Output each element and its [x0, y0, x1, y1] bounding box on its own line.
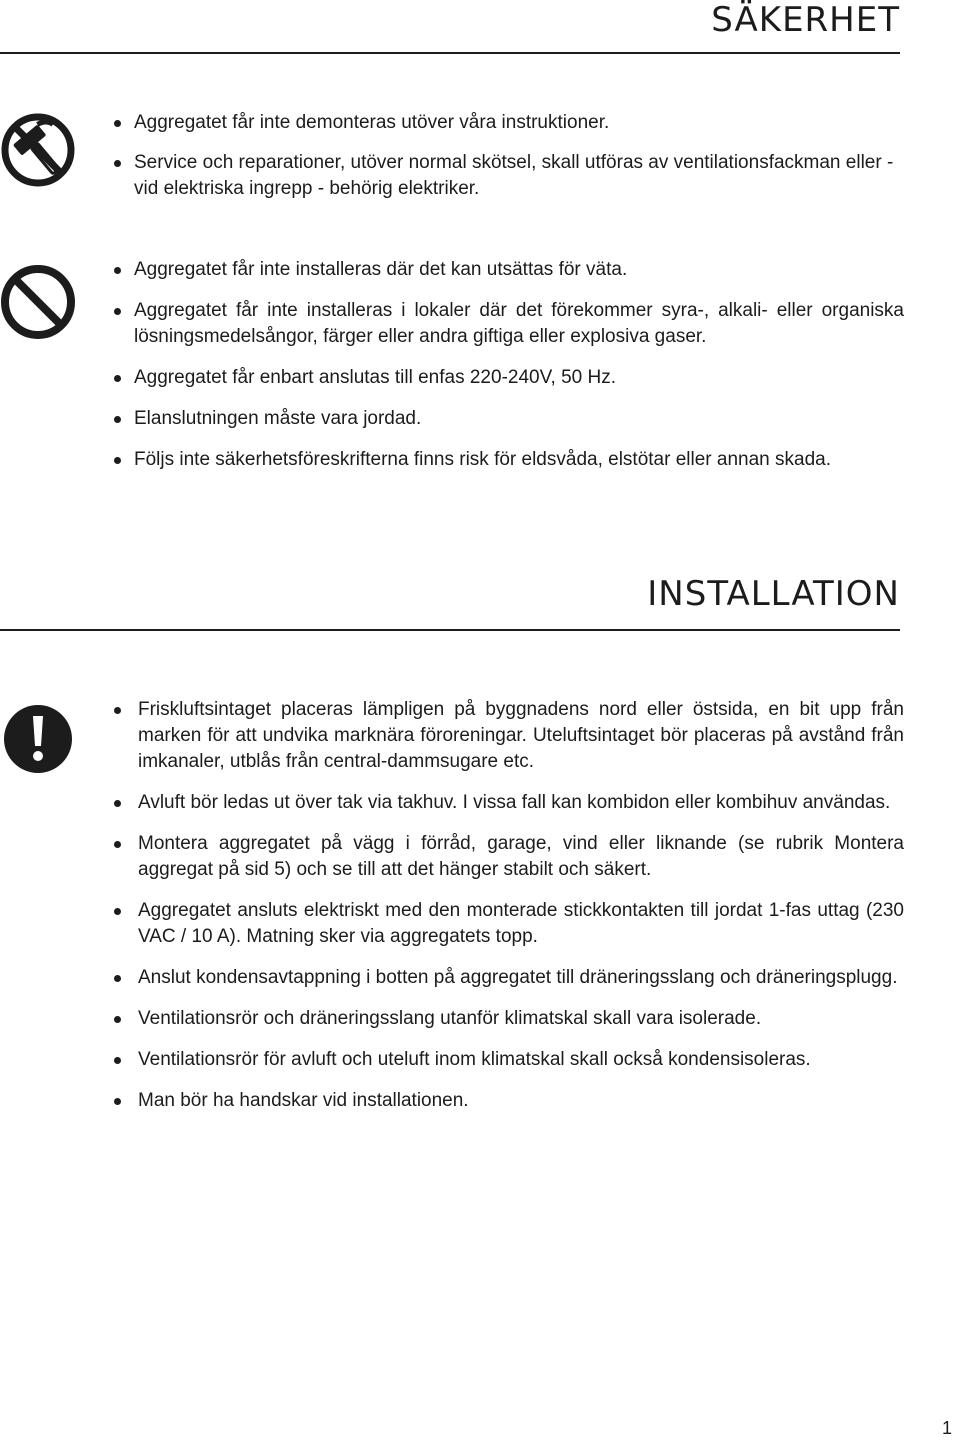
safety-list-installation-restrictions: [114, 257, 904, 488]
list-item: Avluft bör ledas ut över tak via takhuv. I vissa fall kan kombidon eller kombihuv användas.: [114, 790, 904, 816]
list-item: Aggregatet får enbart anslutas till enfas 220-240V, 50 Hz.: [114, 365, 904, 391]
list-item: Följs inte säkerhetsföreskrifterna finns risk för eldsvåda, elstötar eller annan skada.: [114, 447, 904, 473]
warning-exclamation-icon: [0, 704, 78, 774]
list-item: Friskluftsintaget placeras lämpligen på byggnadens nord eller östsida, en bit upp från marken för att undvika marknära föroreningar. Uteluftsintaget bör placeras på avstånd från imkanaler, utblås från central-dammsugare etc.: [114, 697, 904, 775]
section-divider: [0, 629, 900, 631]
safety-list-disassembly: [114, 110, 904, 202]
list-item: Anslut kondensavtappning i botten på aggregatet till dräneringsslang och dräneringsplugg.: [114, 965, 904, 991]
list-item: Ventilationsrör och dräneringsslang utanför klimatskal skall vara isolerade.: [114, 1006, 904, 1032]
list-item: Aggregatet får inte demonteras utöver våra instruktioner.: [114, 110, 904, 136]
page-number: 1: [941, 1418, 952, 1438]
list-item: Man bör ha handskar vid installationen.: [114, 1088, 904, 1114]
no-disassembly-icon: [0, 110, 78, 190]
section-title-sakerhet: SÄKERHET: [711, 0, 900, 40]
list-item: Aggregatet ansluts elektriskt med den monterade stickkontakten till jordat 1-fas uttag (230 VAC / 10 A). Matning sker via aggregatets topp.: [114, 898, 904, 950]
list-item: Ventilationsrör för avluft och uteluft inom klimatskal skall också kondensisoleras.: [114, 1047, 904, 1073]
installation-list: [114, 697, 904, 1129]
list-item: Aggregatet får inte installeras i lokaler där det förekommer syra-, alkali- eller organiska lösningsmedelsångor, färger eller andra giftiga eller explosiva gaser.: [114, 298, 904, 350]
section-title-installation: INSTALLATION: [647, 574, 900, 614]
list-item: Service och reparationer, utöver normal skötsel, skall utföras av ventilationsfackman eller - vid elektriska ingrepp - behörig elektriker.: [114, 150, 904, 202]
list-item: Elanslutningen måste vara jordad.: [114, 406, 904, 432]
section-divider: [0, 52, 900, 54]
list-item: Aggregatet får inte installeras där det kan utsättas för väta.: [114, 257, 904, 283]
prohibition-icon: [0, 262, 78, 342]
list-item: Montera aggregatet på vägg i förråd, garage, vind eller liknande (se rubrik Montera aggregat på sid 5) och se till att det hänger stabilt och säkert.: [114, 831, 904, 883]
